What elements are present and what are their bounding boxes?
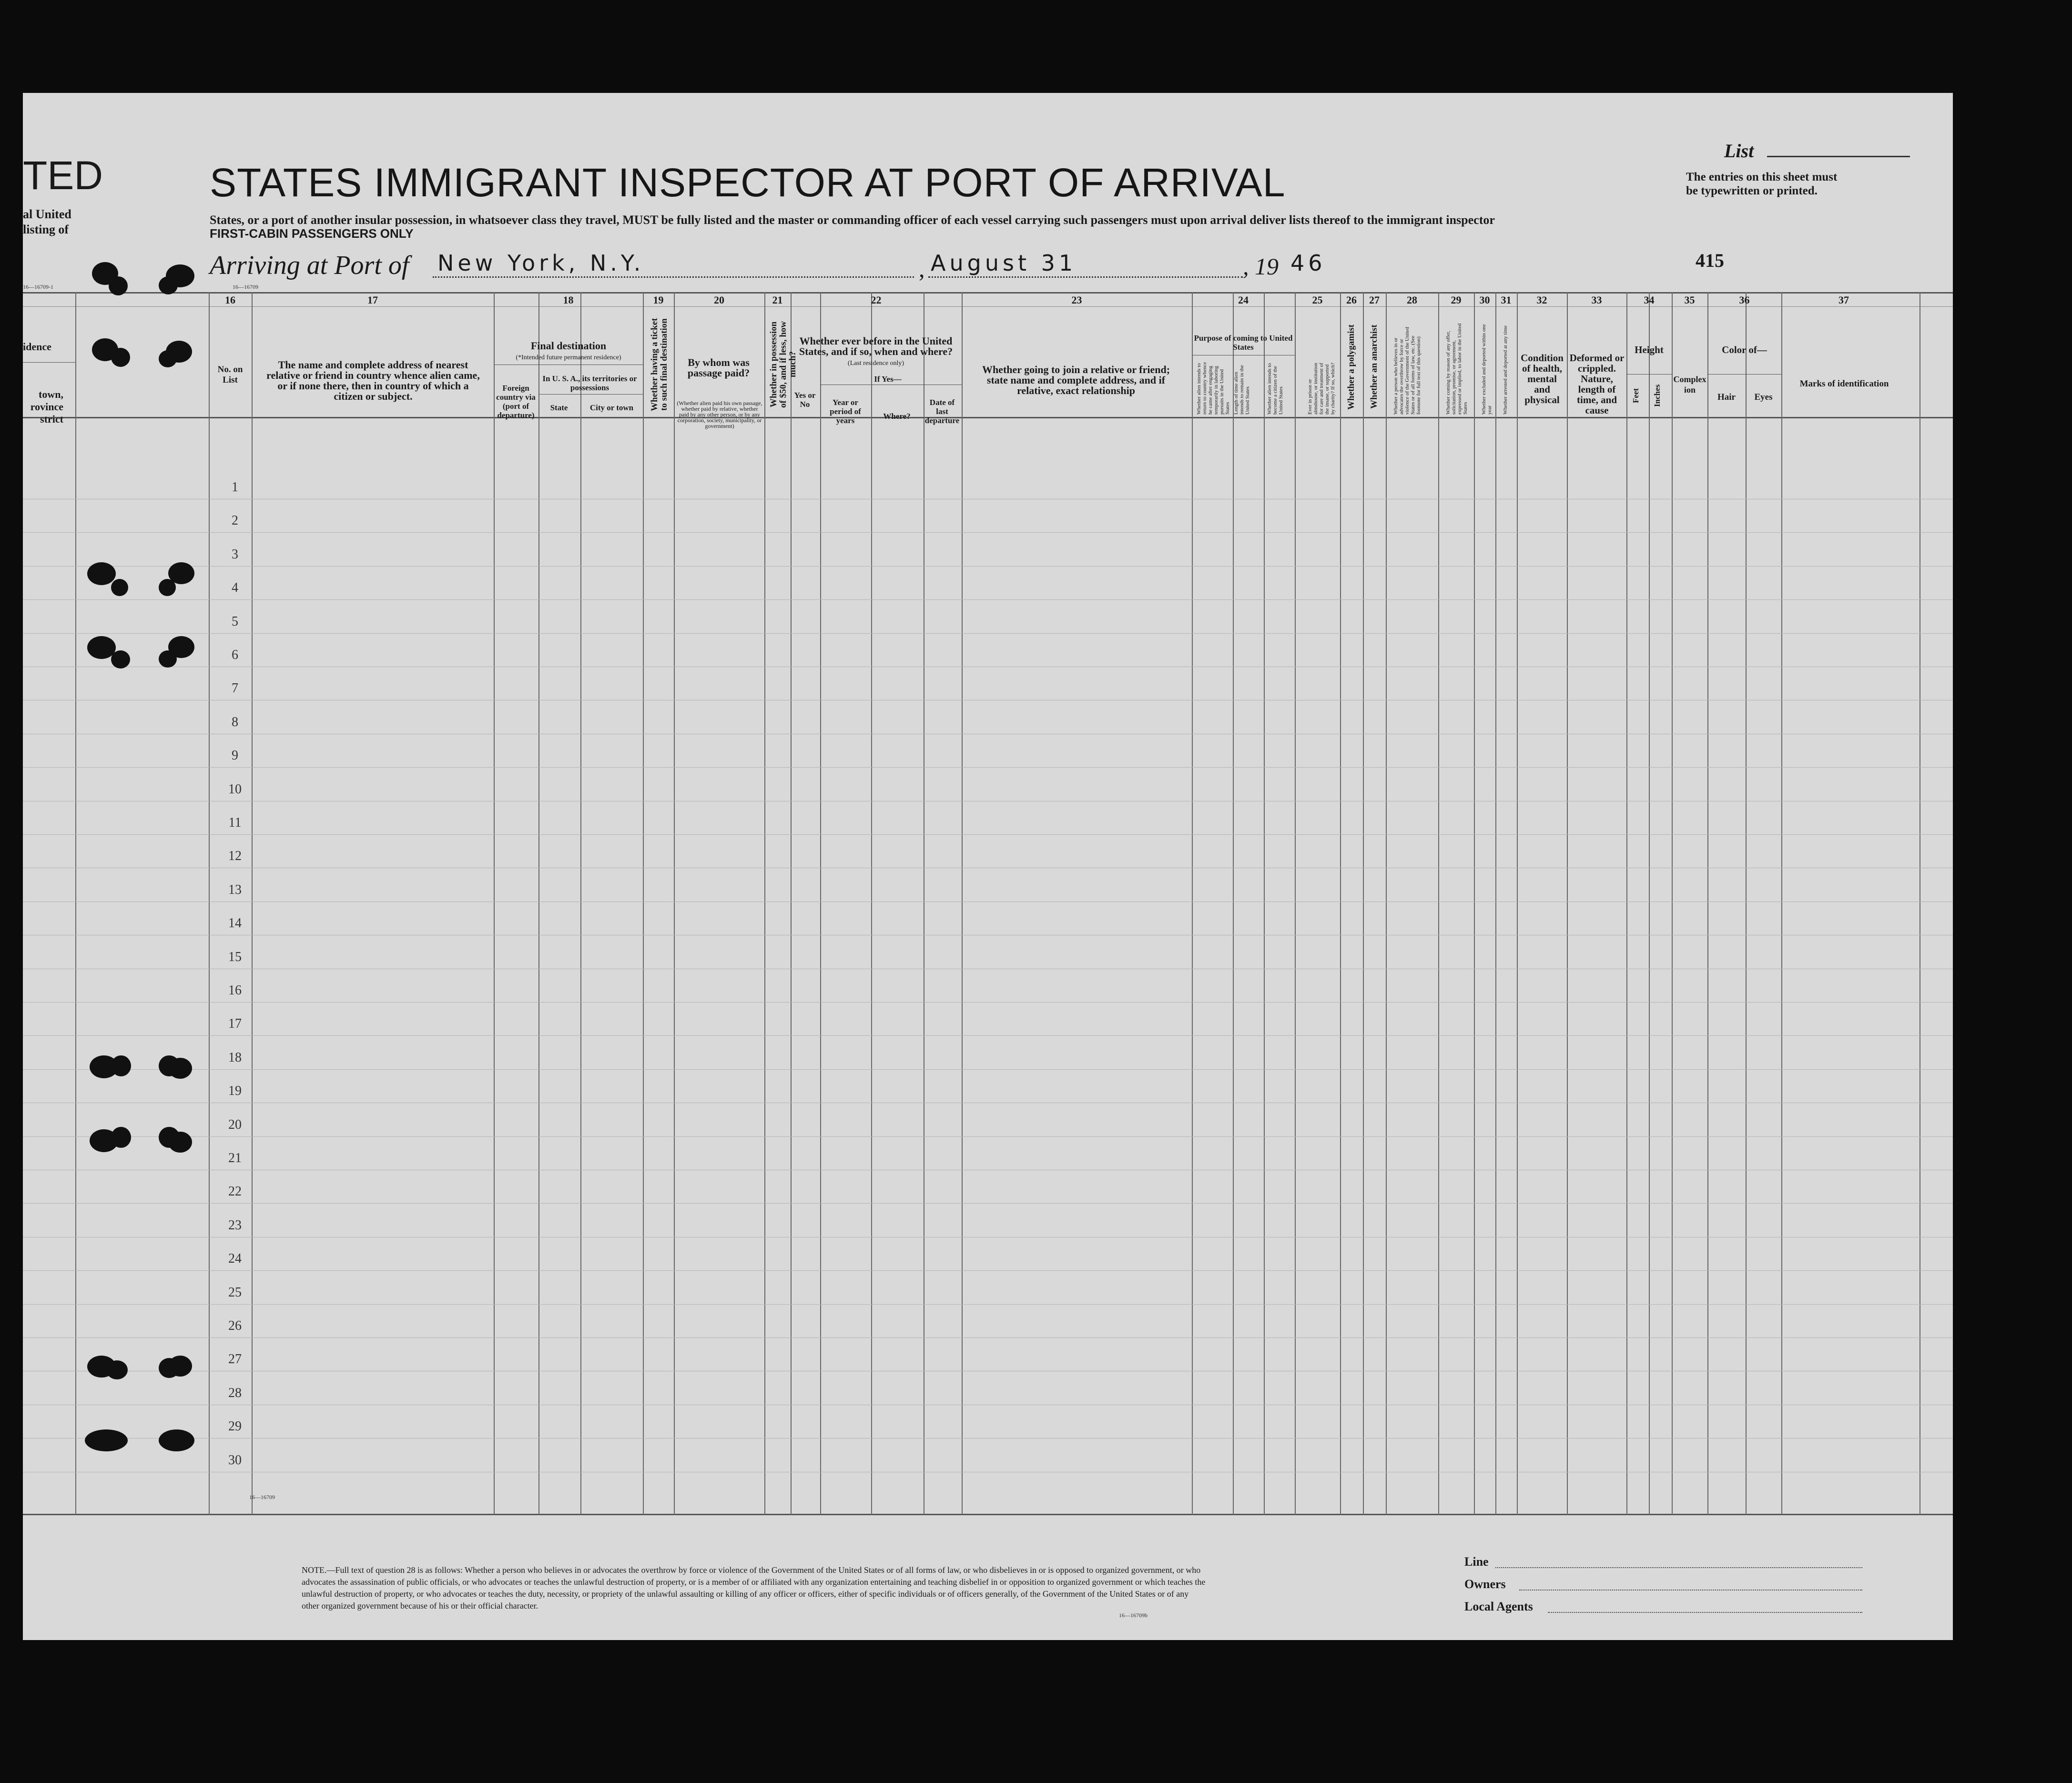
column-rule <box>1781 292 1782 1515</box>
row-rule <box>23 599 1953 600</box>
column-rule <box>962 292 963 1515</box>
port-dotted-line <box>433 276 914 278</box>
year-handwritten: 46 <box>1290 250 1326 276</box>
c18-usa-rule <box>538 394 643 395</box>
row-rule <box>23 566 1953 567</box>
year-prefix: , 19 <box>1243 253 1279 280</box>
punch-hole <box>168 1058 192 1079</box>
row-number: 13 <box>228 882 242 897</box>
column-rule <box>820 292 821 1515</box>
colnum-26: 26 <box>1346 294 1357 306</box>
hdr-anarchist: Whether an anarchist <box>1369 324 1379 409</box>
list-number-line <box>1767 156 1910 157</box>
punch-hole <box>159 650 177 668</box>
footer-agents-label: Local Agents <box>1464 1600 1533 1613</box>
punch-hole <box>109 276 128 295</box>
row-number: 19 <box>228 1084 242 1099</box>
footer-line-rule <box>1495 1567 1862 1568</box>
punch-hole <box>85 1429 128 1451</box>
left-col-text-1: town, <box>39 388 63 400</box>
left-col-rule <box>23 362 75 363</box>
hdr-where: Where? <box>883 412 911 421</box>
row-number: 17 <box>228 1016 242 1032</box>
instructions: States, or a port of another insular possession, in whatsoever class they travel, MUST be fully listed and the master or commanding officer of each vessel carrying such passengers must upon arrival deliver lists thereof to the immigrant inspector <box>210 213 1495 227</box>
row-number: 28 <box>228 1385 242 1400</box>
row-rule <box>23 1069 1953 1070</box>
column-rule <box>1233 292 1234 1515</box>
row-number: 18 <box>228 1050 242 1065</box>
row-number: 4 <box>232 580 238 596</box>
comma: , <box>919 255 925 282</box>
column-rule <box>209 292 210 1515</box>
row-number: 20 <box>228 1117 242 1132</box>
c34-sub-rule <box>1626 374 1672 375</box>
date-dotted-line <box>928 276 1243 278</box>
row-rule <box>23 1304 1953 1305</box>
colnum-row-border <box>23 306 1953 307</box>
row-number: 12 <box>228 849 242 864</box>
hdr-inches: Inches <box>1653 384 1662 407</box>
hdr-year-period: Year or period of years <box>830 398 861 425</box>
hdr-color-of: Color of— <box>1722 344 1767 355</box>
hdr-ever-before-sub: (Last residence only) <box>847 360 904 367</box>
hdr-arrested-deported: Whether arrested and deported at any time <box>1503 325 1508 415</box>
column-rule <box>1386 292 1387 1515</box>
punch-hole <box>87 562 116 585</box>
hdr-height: Height <box>1635 344 1664 355</box>
hdr-hair: Hair <box>1717 392 1736 402</box>
row-number: 1 <box>232 480 238 495</box>
row-number: 16 <box>228 983 242 998</box>
hdr-purpose-citizen: Whether alien intends to become a citizen of the United States <box>1267 363 1284 415</box>
row-number: 8 <box>232 714 238 729</box>
footer-line-label: Line <box>1464 1555 1489 1569</box>
colnum-18: 18 <box>563 294 574 306</box>
hdr-passage-paid-sub: (Whether alien paid his own passage, whether paid by relative, whether paid by any other person, or by any corporation, society, municipality, or government) <box>677 400 762 429</box>
hdr-final-destination: Final destination <box>530 340 607 352</box>
punch-hole <box>111 650 130 669</box>
column-rule <box>1192 292 1193 1515</box>
arriving-line <box>210 250 409 281</box>
form-code-left: 16—16709-1 <box>23 284 53 290</box>
form-code-top: 16—16709 <box>233 284 258 290</box>
column-rule <box>1264 292 1265 1515</box>
row-rule <box>23 633 1953 634</box>
hdr-if-yes: If Yes— <box>874 375 902 384</box>
table-bottom-border <box>23 1514 1953 1515</box>
colnum-19: 19 <box>653 294 664 306</box>
column-rule <box>791 292 792 1515</box>
hdr-overthrow: Whether a person who believes in or advocates the overthrow by force or violence of the Government of the United States or of all forms of law, etc. (See footnote for full text of this question) <box>1393 327 1422 415</box>
hdr-complexion <box>1673 374 1707 395</box>
row-rule <box>23 1002 1953 1003</box>
colnum-25: 25 <box>1312 294 1323 306</box>
manifest-sheet <box>23 93 1953 1640</box>
column-rule <box>1340 292 1341 1515</box>
hdr-purpose-length: Length of time alien intends to remain in the United States <box>1233 365 1250 415</box>
column-rule <box>494 292 495 1515</box>
row-rule <box>23 834 1953 835</box>
hdr-health: Condition of health, mental and physical <box>1521 352 1564 405</box>
date-handwritten: August 31 <box>931 250 1077 276</box>
colnum-23: 23 <box>1071 294 1082 306</box>
page-title: STATES IMMIGRANT INSPECTOR AT PORT OF ARRIVAL <box>210 160 1286 205</box>
punch-hole <box>111 348 130 367</box>
row-number: 7 <box>232 681 238 696</box>
hdr-no-on-list: No. on List <box>217 365 243 385</box>
row-number: 5 <box>232 614 238 629</box>
hdr-purpose-return: Whether alien intends to return to country whence he came after engaging temporarily in laboring pursuits in the United States <box>1196 362 1230 415</box>
table-top-border <box>23 292 1953 294</box>
header-bottom-border <box>23 417 1953 418</box>
punch-hole <box>168 1356 192 1377</box>
punch-hole <box>159 1429 194 1451</box>
row-rule <box>23 1337 1953 1338</box>
colnum-17: 17 <box>367 294 378 306</box>
row-rule <box>23 767 1953 768</box>
hdr-deformed: Deformed or crippled. Nature, length of time, and cause <box>1569 352 1625 416</box>
left-fragment-2: listing of <box>23 223 69 236</box>
column-rule <box>871 292 872 1515</box>
row-number: 30 <box>228 1452 242 1468</box>
list-label: List <box>1724 140 1754 162</box>
colnum-33: 33 <box>1591 294 1602 306</box>
column-rule <box>538 292 539 1515</box>
colnum-37: 37 <box>1838 294 1849 306</box>
hdr-prison-almshouse: Ever in prison or almshouse, or institution for care and treatment of the insane, or supported by charity? If so, which? <box>1307 362 1336 415</box>
row-rule <box>23 1035 1953 1036</box>
row-number: 10 <box>228 781 242 797</box>
hdr-yes-no: Yes or No <box>794 391 816 409</box>
row-number: 29 <box>228 1419 242 1434</box>
hdr-join-relative: Whether going to join a relative or friend; state name and complete address, and if relative, exact relationship <box>982 364 1170 396</box>
hdr-offer-solicitation: Whether coming by reason of any offer, solicitation, promise, or agreement, expressed or implied, to labor in the United States <box>1445 323 1468 415</box>
colnum-22: 22 <box>871 294 882 306</box>
arriving-label: Arriving at Port of <box>210 251 409 280</box>
punch-hole <box>168 1132 192 1153</box>
column-rule <box>1746 292 1747 1515</box>
punch-hole <box>111 579 128 596</box>
column-rule <box>674 292 675 1515</box>
hdr-state: State <box>550 403 568 412</box>
row-rule <box>23 1438 1953 1439</box>
hdr-excluded-deported: Whether excluded and deported within one year <box>1481 324 1493 415</box>
hdr-eyes: Eyes <box>1754 392 1773 402</box>
hdr-ticket: Whether having a ticket to such final destination <box>650 318 669 411</box>
column-rule <box>1672 292 1673 1515</box>
punch-hole <box>159 350 177 367</box>
sheet-number: 415 <box>1696 250 1724 271</box>
column-rule <box>1649 292 1650 1515</box>
row-number: 2 <box>232 513 238 528</box>
row-number: 9 <box>232 748 238 763</box>
colnum-27: 27 <box>1369 294 1380 306</box>
row-rule <box>23 532 1953 533</box>
column-rule <box>764 292 765 1515</box>
hdr-passage-paid: By whom was passage paid? <box>687 356 750 379</box>
colnum-35: 35 <box>1684 294 1695 306</box>
colnum-20: 20 <box>714 294 724 306</box>
hdr-in-usa: In U. S. A., its territories or possessions <box>542 374 637 392</box>
hdr-polygamist: Whether a polygamist <box>1346 324 1356 410</box>
hdr-feet: Feet <box>1631 388 1640 403</box>
title-fragment: TED <box>23 153 103 198</box>
row-number: 23 <box>228 1217 242 1233</box>
left-col-header: idence <box>23 341 51 353</box>
entries-note-line-1: The entries on this sheet must <box>1686 171 1838 183</box>
punch-hole <box>159 276 178 294</box>
column-rule <box>75 292 76 1515</box>
footer-owners-rule <box>1519 1590 1862 1591</box>
form-code-bottom: 16—16709 <box>249 1494 275 1500</box>
row-rule <box>23 1203 1953 1204</box>
column-rule <box>1707 292 1708 1515</box>
row-number: 27 <box>228 1352 242 1367</box>
row-rule <box>23 1136 1953 1137</box>
colnum-31: 31 <box>1501 294 1512 306</box>
hdr-complexion-text: Complexion <box>1673 375 1706 395</box>
row-number: 11 <box>228 815 242 830</box>
punch-hole <box>111 1055 131 1076</box>
hdr-fifty-dollars: Whether in possession of $50, and if less, how much? <box>769 321 798 408</box>
column-rule <box>1567 292 1568 1515</box>
row-number: 25 <box>228 1285 242 1300</box>
colnum-34: 34 <box>1644 294 1655 306</box>
hdr-ever-before: Whether ever before in the United States, and if so, when and where? <box>799 335 953 357</box>
colnum-21: 21 <box>772 294 783 306</box>
column-rule <box>1495 292 1496 1515</box>
row-number: 14 <box>228 916 242 931</box>
hdr-nearest-relative: The name and complete address of nearest relative or friend in country whence alien came, or if none there, then in country of which a citizen or subject. <box>266 359 480 402</box>
column-rule <box>1363 292 1364 1515</box>
hdr-date-departure: Date of last departure <box>924 398 960 425</box>
entries-note <box>1686 170 1953 198</box>
row-number: 24 <box>228 1251 242 1266</box>
punch-hole <box>111 1127 131 1148</box>
left-col-text-3: strict <box>40 413 63 425</box>
hdr-foreign-country: Foreign country via (port of departure) <box>496 384 536 420</box>
hdr-city: City or town <box>589 403 634 412</box>
colnum-28: 28 <box>1407 294 1417 306</box>
footer-owners-label: Owners <box>1464 1577 1506 1591</box>
year-prefix-text: 19 <box>1255 253 1279 280</box>
port-handwritten: New York, N.Y. <box>437 250 645 276</box>
c36-sub-rule <box>1707 374 1781 375</box>
hdr-marks: Marks of identification <box>1799 379 1889 389</box>
colnum-32: 32 <box>1536 294 1547 306</box>
row-number: 3 <box>232 547 238 562</box>
row-number: 15 <box>228 949 242 964</box>
column-rule <box>1517 292 1518 1515</box>
left-fragment-1: al United <box>23 207 71 221</box>
column-rule <box>1474 292 1475 1515</box>
row-number: 6 <box>232 648 238 662</box>
passenger-class: FIRST-CABIN PASSENGERS ONLY <box>210 226 414 241</box>
column-rule <box>1626 292 1627 1515</box>
row-number: 21 <box>228 1151 242 1165</box>
footnote-q28: NOTE.—Full text of question 28 is as follows: Whether a person who believes in or advocates the overthrow by force or violence of the Government of the United States or of all forms of law, or who disbelieves in or is opposed to organized government, or who advocates the assassination of public officials, or who advocates or teaches the unlawful destruction of property, or is a member of or affiliated with any organization entertaining and teaching disbelief in or opposition to organized government or which teaches the unlawful destruction of property, or who advocates or teaches the duty, necessity, or propriety of the unlawful assaulting or killing of any officer or officers, either of specific individuals or of officers generally, of the Government of the United States or of any other organized government because of his or their official character. <box>302 1565 1206 1611</box>
column-rule <box>643 292 644 1515</box>
row-number: 26 <box>228 1318 242 1333</box>
column-rule <box>580 292 581 1515</box>
footer-agents-rule <box>1548 1612 1862 1613</box>
hdr-purpose: Purpose of coming to United States <box>1194 334 1293 352</box>
row-number: 22 <box>228 1184 242 1199</box>
left-col-text-2: rovince <box>30 401 63 413</box>
column-rule <box>1438 292 1439 1515</box>
row-rule <box>23 1270 1953 1271</box>
colnum-24: 24 <box>1238 294 1249 306</box>
footnote-code: 16—16709b <box>1119 1612 1148 1619</box>
punch-hole <box>159 579 176 596</box>
colnum-29: 29 <box>1451 294 1462 306</box>
entries-note-line-2: be typewritten or printed. <box>1686 184 1818 197</box>
column-rule <box>1295 292 1296 1515</box>
left-col-text <box>23 388 63 425</box>
colnum-16: 16 <box>225 294 235 306</box>
colnum-30: 30 <box>1479 294 1490 306</box>
colnum-36: 36 <box>1739 294 1750 306</box>
hdr-final-destination-sub: (*Intended future permanent residence) <box>516 354 621 361</box>
punch-hole <box>106 1360 128 1379</box>
